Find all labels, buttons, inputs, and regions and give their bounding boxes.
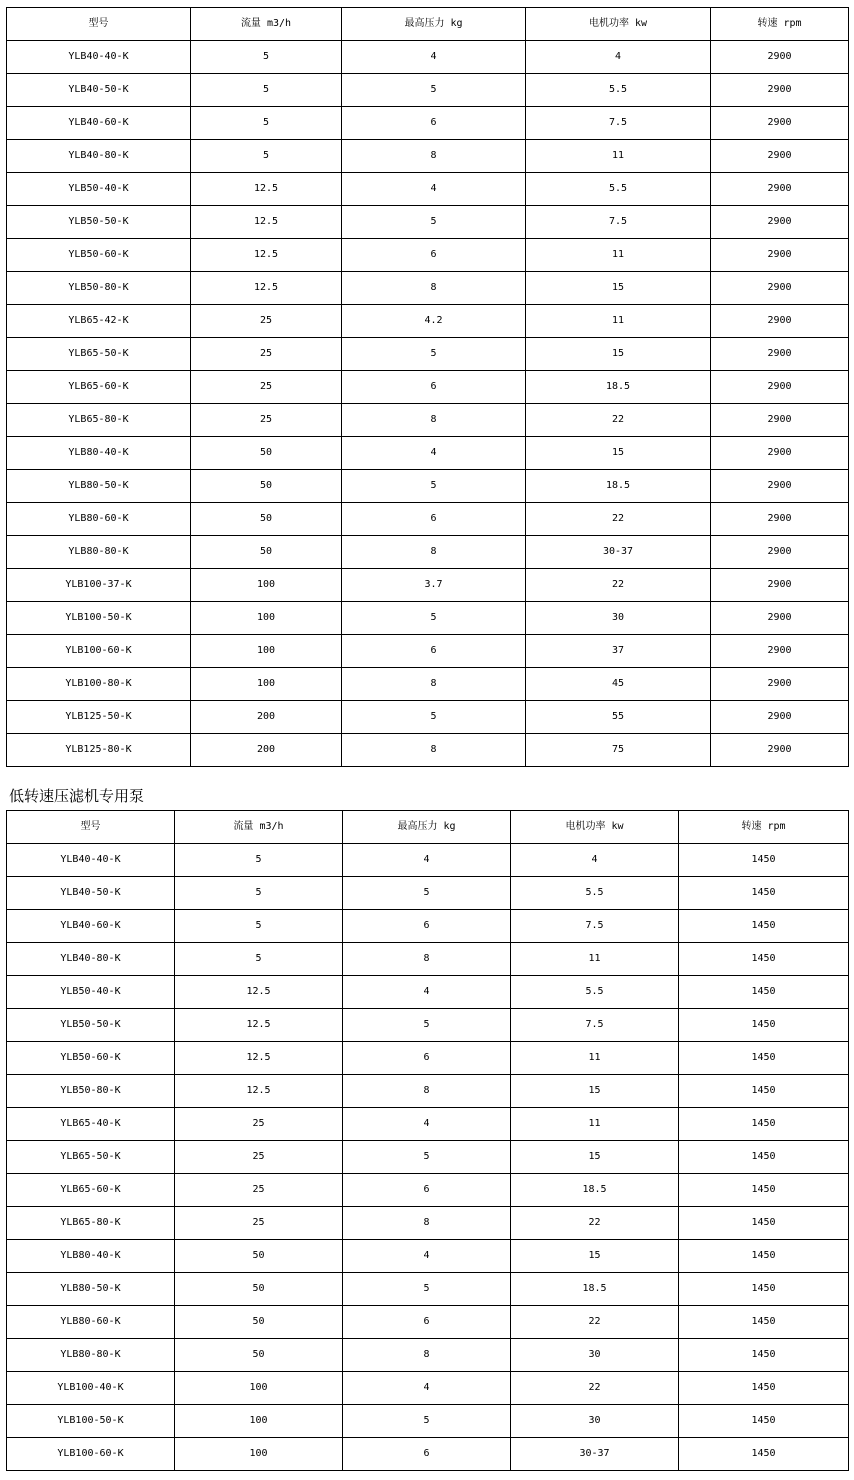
table-row [7,1405,849,1438]
table-cell: 1450 [679,1273,849,1306]
table-cell: YLB65-60-K [7,371,191,404]
table-cell: 1450 [679,877,849,910]
table-cell: 6 [343,1438,511,1471]
table-cell: YLB50-60-K [7,239,191,272]
table-cell: 8 [343,1075,511,1108]
table-row [7,877,849,910]
table-row [7,635,849,668]
table-cell: 12.5 [175,1009,343,1042]
table-cell: YLB125-50-K [7,701,191,734]
table-cell: 100 [175,1372,343,1405]
table-cell: 5 [342,206,526,239]
table-cell: 2900 [711,239,849,272]
table-cell: 8 [343,943,511,976]
table-cell: 2900 [711,668,849,701]
table-row [7,1108,849,1141]
table-cell: YLB40-50-K [7,877,175,910]
table-row [7,1372,849,1405]
pump-spec-table-low-speed [6,810,849,1471]
table-cell: YLB100-50-K [7,602,191,635]
table-cell: 2900 [711,437,849,470]
table-row [7,943,849,976]
table-cell: 11 [511,1042,679,1075]
table-cell: 2900 [711,503,849,536]
table-cell: YLB100-50-K [7,1405,175,1438]
table-row [7,1273,849,1306]
table-row [7,1141,849,1174]
table-cell: 5 [342,74,526,107]
table-row [7,1207,849,1240]
table-row [7,1075,849,1108]
table-row [7,74,849,107]
table-cell: 100 [191,635,342,668]
table-cell: 50 [191,470,342,503]
table-row [7,1009,849,1042]
column-header: 转速 rpm [679,811,849,844]
table-row [7,569,849,602]
table-cell: 5 [191,74,342,107]
table-cell: 6 [342,635,526,668]
table-cell: 25 [175,1207,343,1240]
table-cell: 4 [343,1108,511,1141]
table-row [7,701,849,734]
table-cell: 1450 [679,976,849,1009]
table-cell: 2900 [711,734,849,767]
table-cell: YLB125-80-K [7,734,191,767]
table-cell: YLB50-40-K [7,173,191,206]
table-cell: 5 [343,877,511,910]
table-cell: YLB80-80-K [7,1339,175,1372]
table-cell: 8 [342,734,526,767]
table-cell: 18.5 [511,1174,679,1207]
table-cell: 2900 [711,140,849,173]
table-row [7,602,849,635]
table-row [7,404,849,437]
table-cell: 2900 [711,701,849,734]
table-cell: YLB100-40-K [7,1372,175,1405]
table-cell: 4.2 [342,305,526,338]
table-cell: 3.7 [342,569,526,602]
table-cell: 4 [343,844,511,877]
table-cell: 1450 [679,1141,849,1174]
table-cell: 1450 [679,1075,849,1108]
table-cell: 45 [526,668,711,701]
table-cell: YLB50-50-K [7,1009,175,1042]
table-cell: 22 [511,1306,679,1339]
table-cell: 5 [343,1405,511,1438]
table-cell: 6 [342,239,526,272]
table-cell: YLB80-60-K [7,503,191,536]
table-cell: 6 [343,910,511,943]
table-cell: YLB80-40-K [7,437,191,470]
table-cell: 2900 [711,305,849,338]
table-cell: 15 [526,437,711,470]
column-header: 转速 rpm [711,8,849,41]
table-cell: 11 [526,305,711,338]
column-header: 最高压力 kg [342,8,526,41]
table-cell: YLB40-80-K [7,943,175,976]
table-cell: 12.5 [175,1075,343,1108]
column-header: 型号 [7,811,175,844]
table-cell: 5.5 [526,173,711,206]
table-cell: 2900 [711,338,849,371]
table-cell: 2900 [711,635,849,668]
table-cell: 4 [342,437,526,470]
table-cell: 12.5 [191,239,342,272]
table-cell: 25 [191,371,342,404]
table-cell: 5 [343,1273,511,1306]
table-cell: 15 [511,1141,679,1174]
table-cell: 12.5 [191,206,342,239]
table-cell: 5 [343,1141,511,1174]
table-cell: YLB80-80-K [7,536,191,569]
table-cell: 8 [342,404,526,437]
table-cell: 1450 [679,1240,849,1273]
table-row [7,1306,849,1339]
table-cell: 5 [342,470,526,503]
table-cell: 1450 [679,1438,849,1471]
table-cell: 1450 [679,1339,849,1372]
table-cell: 2900 [711,404,849,437]
table-cell: 2900 [711,470,849,503]
table-cell: 30-37 [526,536,711,569]
pump-spec-table-standard-speed [6,7,849,767]
column-header: 型号 [7,8,191,41]
table-cell: 7.5 [511,1009,679,1042]
table-cell: YLB100-60-K [7,1438,175,1471]
table-cell: 50 [191,437,342,470]
column-header: 电机功率 kw [526,8,711,41]
table-cell: 22 [526,404,711,437]
table-cell: 15 [511,1240,679,1273]
table-cell: 25 [191,338,342,371]
table-cell: 50 [191,536,342,569]
table-cell: 5 [191,107,342,140]
table-cell: 2900 [711,173,849,206]
table-row [7,470,849,503]
table-cell: 8 [342,668,526,701]
table-cell: 5.5 [511,976,679,1009]
table-cell: 22 [511,1372,679,1405]
table-cell: YLB80-60-K [7,1306,175,1339]
table-cell: 1450 [679,943,849,976]
table-cell: 18.5 [526,470,711,503]
table-row [7,305,849,338]
table-cell: 5 [342,701,526,734]
table-cell: 25 [191,305,342,338]
table-cell: 15 [526,272,711,305]
table-cell: 5.5 [511,877,679,910]
table-cell: YLB65-50-K [7,338,191,371]
table-cell: 37 [526,635,711,668]
table-cell: 1450 [679,1372,849,1405]
table-cell: YLB80-40-K [7,1240,175,1273]
table-cell: YLB40-40-K [7,41,191,74]
table-cell: YLB40-60-K [7,107,191,140]
table-cell: 8 [342,536,526,569]
table-cell: YLB50-80-K [7,1075,175,1108]
table-cell: 2900 [711,569,849,602]
table-row [7,1438,849,1471]
table-cell: 7.5 [526,107,711,140]
header-row [7,811,849,844]
table-cell: 12.5 [175,1042,343,1075]
table-cell: YLB80-50-K [7,470,191,503]
table-row [7,1042,849,1075]
table-cell: 11 [526,140,711,173]
table-cell: YLB50-50-K [7,206,191,239]
table-row [7,41,849,74]
table-cell: 11 [511,1108,679,1141]
table-cell: 12.5 [191,173,342,206]
table-row [7,1174,849,1207]
table-cell: YLB100-60-K [7,635,191,668]
table-cell: YLB65-60-K [7,1174,175,1207]
table-cell: YLB65-40-K [7,1108,175,1141]
table-cell: 5 [175,844,343,877]
table-row [7,272,849,305]
table-cell: 1450 [679,1108,849,1141]
table-row [7,371,849,404]
table-cell: YLB50-40-K [7,976,175,1009]
table-cell: 5 [175,943,343,976]
table-cell: YLB40-50-K [7,74,191,107]
table-cell: YLB40-80-K [7,140,191,173]
column-header: 流量 m3/h [175,811,343,844]
table-row [7,976,849,1009]
table-cell: 1450 [679,1042,849,1075]
table-row [7,536,849,569]
table-row [7,338,849,371]
table-cell: YLB65-42-K [7,305,191,338]
header-row [7,8,849,41]
table-cell: 8 [342,272,526,305]
table-row [7,844,849,877]
table-cell: 50 [191,503,342,536]
table-cell: 4 [343,1372,511,1405]
table-cell: YLB50-80-K [7,272,191,305]
table-cell: 5 [175,910,343,943]
table-row [7,239,849,272]
table-cell: 2900 [711,41,849,74]
table-cell: 8 [342,140,526,173]
table-cell: 50 [175,1339,343,1372]
table-cell: 1450 [679,1009,849,1042]
table-cell: 25 [191,404,342,437]
table-cell: 4 [343,1240,511,1273]
table-cell: 5 [342,338,526,371]
table-cell: 30-37 [511,1438,679,1471]
table-cell: YLB65-80-K [7,404,191,437]
table-cell: 6 [343,1042,511,1075]
table-row [7,1339,849,1372]
table-cell: 50 [175,1306,343,1339]
table-cell: 25 [175,1108,343,1141]
table-cell: 5 [191,41,342,74]
table-cell: 7.5 [511,910,679,943]
table-cell: YLB100-37-K [7,569,191,602]
table-cell: 55 [526,701,711,734]
table-cell: YLB50-60-K [7,1042,175,1075]
table-cell: 15 [526,338,711,371]
table-cell: 50 [175,1273,343,1306]
table-cell: 7.5 [526,206,711,239]
table-row [7,1240,849,1273]
table-cell: 8 [343,1339,511,1372]
table-cell: 2900 [711,272,849,305]
table-cell: 4 [342,173,526,206]
table-cell: YLB40-60-K [7,910,175,943]
table-cell: 25 [175,1141,343,1174]
table-cell: 50 [175,1240,343,1273]
table-cell: 25 [175,1174,343,1207]
table-row [7,503,849,536]
table-cell: 18.5 [511,1273,679,1306]
table-cell: 8 [343,1207,511,1240]
table-cell: 1450 [679,1174,849,1207]
table-cell: 4 [342,41,526,74]
table-cell: 2900 [711,371,849,404]
table-cell: 75 [526,734,711,767]
table-cell: 11 [511,943,679,976]
column-header: 电机功率 kw [511,811,679,844]
table-cell: 2900 [711,107,849,140]
column-header: 最高压力 kg [343,811,511,844]
section-title-low-speed-pumps: 低转速压滤机专用泵 [9,787,145,805]
table-cell: 2900 [711,536,849,569]
table-cell: 4 [511,844,679,877]
table-cell: 6 [342,503,526,536]
table-cell: 22 [526,503,711,536]
table-cell: 5 [175,877,343,910]
table-cell: YLB65-80-K [7,1207,175,1240]
table-cell: 15 [511,1075,679,1108]
table-cell: 2900 [711,602,849,635]
table-row [7,910,849,943]
table-cell: 12.5 [191,272,342,305]
table-cell: 100 [191,668,342,701]
table-cell: YLB65-50-K [7,1141,175,1174]
table-cell: 6 [343,1306,511,1339]
table-cell: 5 [191,140,342,173]
table-cell: 100 [175,1405,343,1438]
table-cell: YLB80-50-K [7,1273,175,1306]
column-header: 流量 m3/h [191,8,342,41]
table-cell: 1450 [679,1405,849,1438]
table-cell: 200 [191,734,342,767]
table-cell: 22 [511,1207,679,1240]
table-row [7,734,849,767]
table-row [7,206,849,239]
table-cell: 6 [342,107,526,140]
table-row [7,668,849,701]
table-cell: 5.5 [526,74,711,107]
table-cell: 5 [343,1009,511,1042]
table-cell: 6 [343,1174,511,1207]
table-cell: 100 [191,569,342,602]
table-cell: 30 [526,602,711,635]
table-cell: 22 [526,569,711,602]
table-cell: 100 [191,602,342,635]
table-cell: 4 [343,976,511,1009]
table-cell: 200 [191,701,342,734]
table-cell: 1450 [679,1306,849,1339]
table-cell: 1450 [679,844,849,877]
table-cell: 12.5 [175,976,343,1009]
table-cell: 2900 [711,206,849,239]
table-row [7,173,849,206]
table-cell: 5 [342,602,526,635]
table-cell: 18.5 [526,371,711,404]
table-row [7,437,849,470]
table-cell: 1450 [679,1207,849,1240]
table-cell: 11 [526,239,711,272]
table-cell: YLB40-40-K [7,844,175,877]
table-cell: 6 [342,371,526,404]
table-row [7,140,849,173]
table-cell: 30 [511,1339,679,1372]
table-row [7,107,849,140]
table-cell: 2900 [711,74,849,107]
table-cell: 1450 [679,910,849,943]
table-cell: 4 [526,41,711,74]
table-cell: YLB100-80-K [7,668,191,701]
table-cell: 30 [511,1405,679,1438]
table-cell: 100 [175,1438,343,1471]
